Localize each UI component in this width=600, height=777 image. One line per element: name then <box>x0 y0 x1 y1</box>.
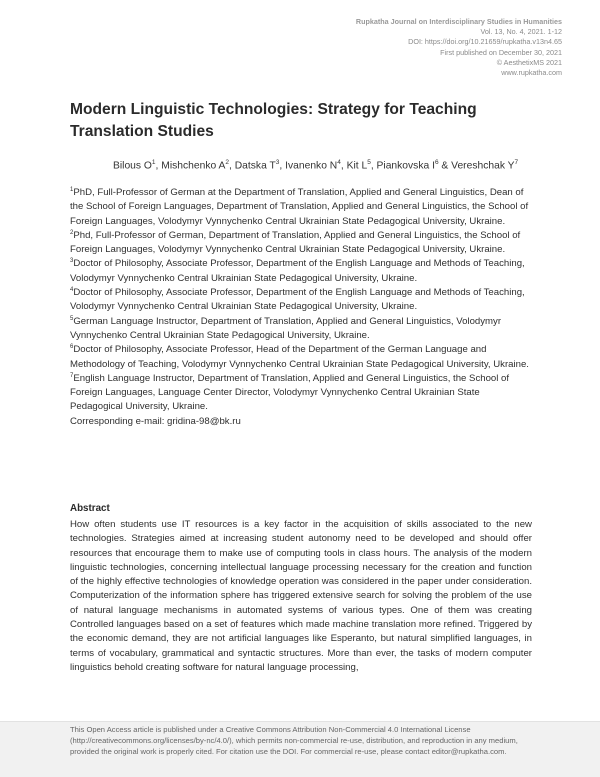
journal-website: www.rupkatha.com <box>501 68 562 78</box>
author-separator: , <box>155 160 162 172</box>
affiliation-item <box>70 343 532 372</box>
affiliation-number: 4 <box>70 286 74 293</box>
affiliation-number: 3 <box>70 258 74 265</box>
author-separator: , <box>279 160 286 172</box>
affiliation-items <box>70 186 532 415</box>
affiliation-number: 5 <box>70 315 74 322</box>
author-affil-number: 5 <box>367 159 371 166</box>
author-separator: , <box>229 160 235 172</box>
author-separator: , <box>370 160 377 172</box>
author-list <box>113 159 518 171</box>
affiliation-item <box>70 257 532 286</box>
affiliation-number: 2 <box>70 229 74 236</box>
affiliation-text: Doctor of Philosophy, Associate Professor, Department of the English Language and Methods of Teaching, Volodymyr Vynnychenko Central Ukrainian State Pedagogical University, Ukraine. <box>70 258 525 284</box>
author-name: Piankovska I <box>376 160 435 172</box>
license-footer <box>0 721 600 777</box>
journal-name: Rupkatha Journal on Interdisciplinary Studies in Humanities <box>355 17 562 26</box>
affiliation-text: Doctor of Philosophy, Associate Professor, Head of the Department of the German Language and Methodology of Teaching, Volodymyr Vynnychenko Central Ukrainian State Pedagogical University, Ukraine. <box>70 344 529 370</box>
author-affil-number: 7 <box>514 159 519 166</box>
affiliation-item <box>70 372 532 415</box>
author-name: Datska T <box>234 160 276 172</box>
author-affil-number: 1 <box>151 159 156 166</box>
author-name: Mishchenko A <box>161 160 226 172</box>
paper-title: Modern Linguistic Technologies: Strategy for Teaching Translation Studies <box>70 101 477 140</box>
affiliation-item <box>70 229 532 258</box>
license-text: This Open Access article is published under a Creative Commons Attribution Non-Commercial 4.0 International License (http://creativecommons.org/licenses/by-nc/4.0/), which permits non-commercial re-use, distribution, and reproduction in any medium, provided the original work is properly cited. For citation use the DOI. For commercial re-use, please contact editor@rupkatha.com. <box>70 725 518 757</box>
copyright: © AesthetixMS 2021 <box>496 57 562 67</box>
affiliation-item <box>70 286 532 315</box>
affiliation-text: German Language Instructor, Department of Translation, Applied and General Linguistics, Volodymyr Vynnychenko Central Ukrainian State Pedagogical University, Ukraine. <box>70 315 502 341</box>
abstract-heading: Abstract <box>70 503 110 514</box>
corresponding-email: Corresponding e-mail: gridina-98@bk.ru <box>70 415 241 427</box>
author-name: Vereshchak Y <box>451 160 515 172</box>
affiliation-item <box>70 315 532 344</box>
journal-meta <box>356 17 562 78</box>
publish-date: First published on December 30, 2021 <box>440 47 562 57</box>
affiliation-list <box>70 186 532 429</box>
author-name: Kit L <box>346 160 368 172</box>
affiliation-number: 7 <box>70 372 74 379</box>
affiliation-text: Doctor of Philosophy, Associate Professor, Department of the English Language and Methods of Teaching, Volodymyr Vynnychenko Central Ukrainian State Pedagogical University, Ukraine. <box>70 287 525 313</box>
author-separator: , <box>340 160 347 172</box>
affiliation-text: PhD, Full-Professor of German at the Department of Translation, Applied and General Linguistics, Dean of the School of Foreign Languages, Department of Translation, Applied and General Linguistics, the School of Foreign Languages, Volodymyr Vynnychenko Central Ukrainian State Pedagogical University, Ukraine. <box>70 187 529 227</box>
author-affil-number: 4 <box>337 159 341 166</box>
affiliation-item <box>70 186 532 229</box>
author-affil-number: 6 <box>434 159 439 166</box>
author-name: Bilous O <box>113 160 152 172</box>
affiliation-text: English Language Instructor, Department of Translation, Applied and General Linguistics, the School of Foreign Languages, Language Center Director, Volodymyr Vynnychenko Central Ukrainian State Pedagogical University, Ukraine. <box>70 372 510 413</box>
affiliation-number: 1 <box>70 186 74 193</box>
author-affil-number: 3 <box>275 159 280 166</box>
affiliation-text: Phd, Full-Professor of German, Department of Translation, Applied and General Linguistics, the School of Foreign Languages, Volodymyr Vynnychenko Central Ukrainian State Pedagogical University, Ukraine. <box>70 229 521 256</box>
author-name: Ivanenko N <box>285 160 338 172</box>
author-affil-number: 2 <box>225 159 230 166</box>
affiliation-number: 6 <box>70 344 74 351</box>
author-separator: & <box>438 160 452 172</box>
journal-volume: Vol. 13, No. 4, 2021. 1-12 <box>480 27 562 37</box>
abstract-text: How often students use IT resources is a key factor in the acquisition of skills associated to the new technologies. Strategies aimed at increasing student autonomy need to be developed and should offer resources that encourage them to make use of computing tools in class hours. The analysis of the modern linguistic technologies, concerning intellectual language processing necessary for the creation and function of the highly effective technologies of knowledge operation was considered in the paper under consideration. Computerization of the information sphere has triggered extensive search for solving the problem of the use of natural language mechanisms in automated systems of various types. One of them was creating Controlled languages based on a set of features which made machine translation more refined. Triggered by the economic demand, they are not artificial languages like Esperanto, but natural simplified languages, in terms of vocabulary, grammatical and syntactic structures. More than ever, the tasks of modern computer linguistics behold creating software for natural language processing, <box>70 519 532 673</box>
doi-text: DOI: https://doi.org/10.21659/rupkatha.v13n4.65 <box>408 37 562 47</box>
